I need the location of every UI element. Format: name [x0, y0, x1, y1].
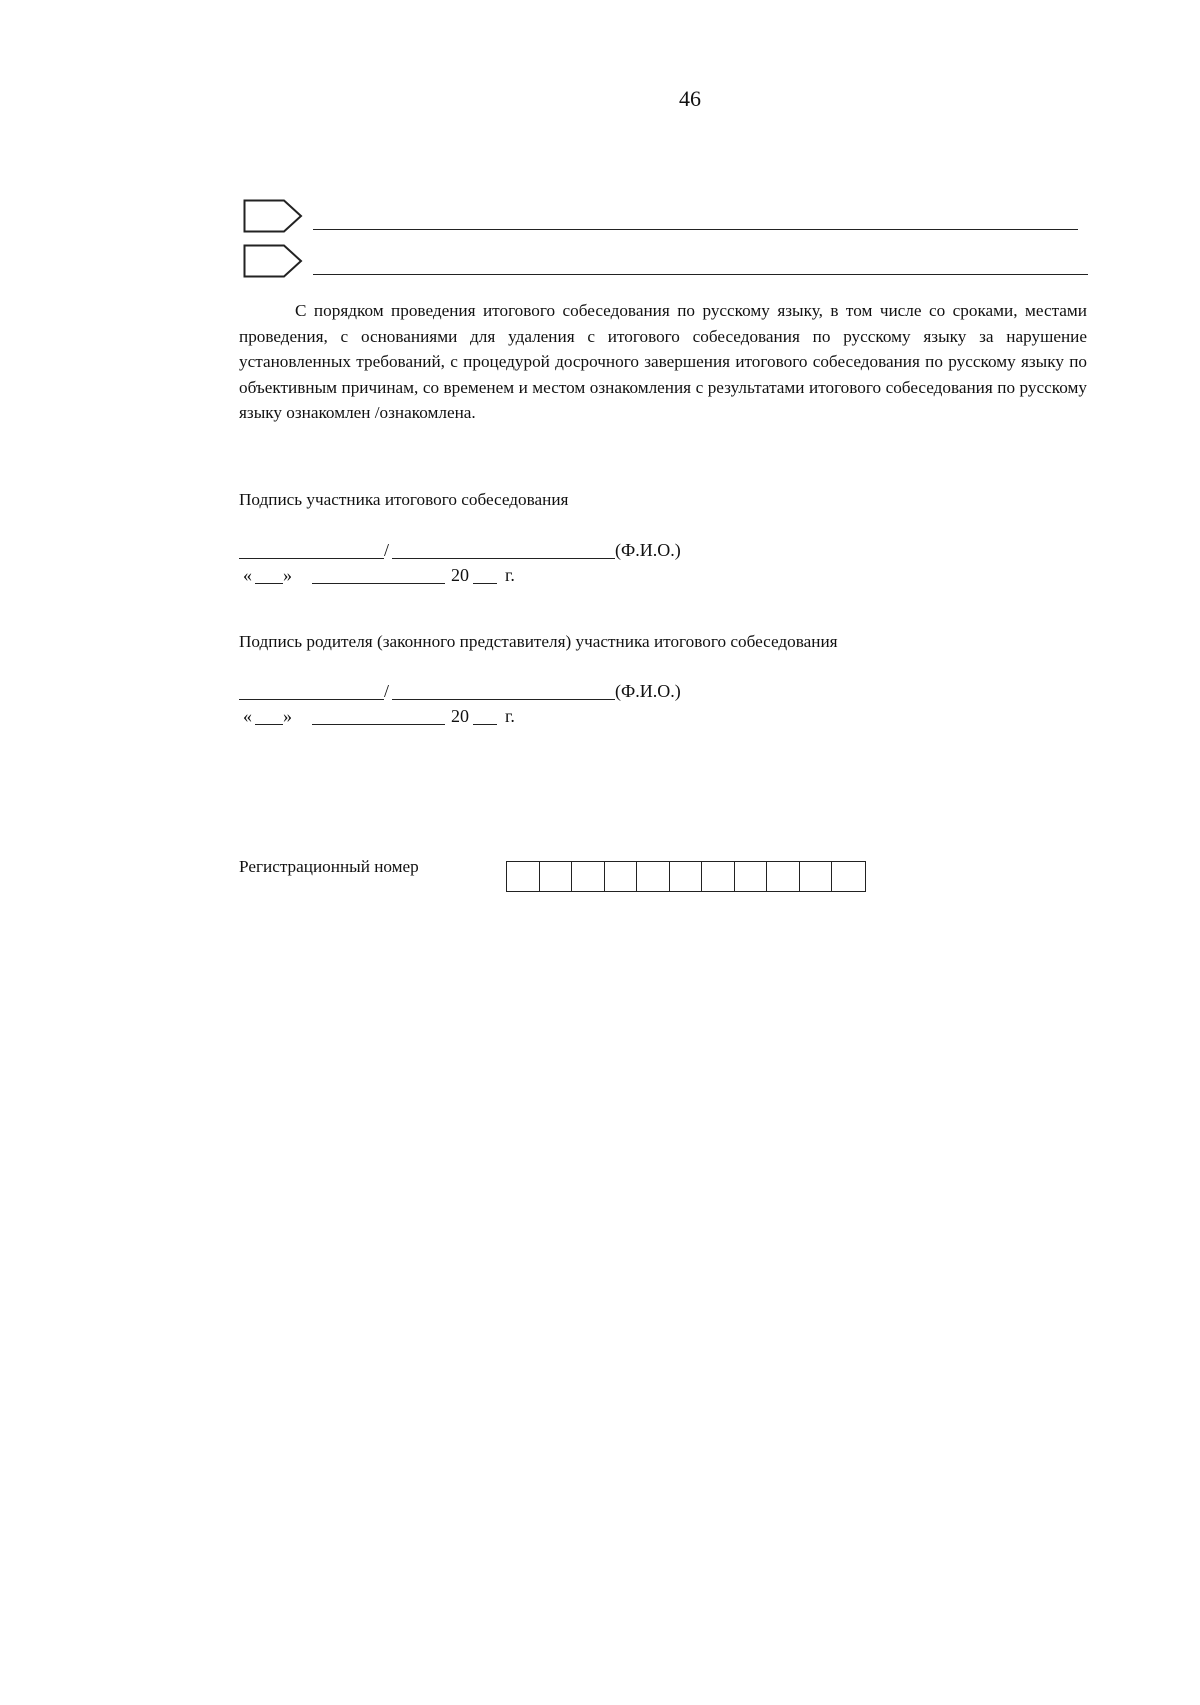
- fio-field[interactable]: [392, 699, 615, 700]
- choice-arrow-box[interactable]: [243, 199, 303, 233]
- signature-field[interactable]: [239, 699, 384, 700]
- participant-signature-label: Подпись участника итогового собеседования: [239, 490, 569, 509]
- registration-number-cell[interactable]: [702, 862, 735, 891]
- registration-number-cells[interactable]: [506, 861, 866, 892]
- registration-number-cell[interactable]: [735, 862, 768, 891]
- registration-number-cell[interactable]: [670, 862, 703, 891]
- registration-number-cell[interactable]: [800, 862, 833, 891]
- month-field[interactable]: [312, 724, 445, 725]
- participant-date-line[interactable]: [243, 562, 543, 584]
- year-field[interactable]: [473, 724, 497, 725]
- fio-field[interactable]: [392, 558, 615, 559]
- participant-signature-line[interactable]: [239, 537, 759, 559]
- registration-number-cell[interactable]: [540, 862, 573, 891]
- choice-line[interactable]: [313, 274, 1088, 275]
- year-field[interactable]: [473, 583, 497, 584]
- year-suffix: г.: [505, 565, 515, 585]
- day-field[interactable]: [255, 724, 283, 725]
- registration-number-cell[interactable]: [572, 862, 605, 891]
- parent-signature-line[interactable]: [239, 678, 759, 700]
- year-prefix: 20: [451, 565, 469, 585]
- registration-number-label: Регистрационный номер: [239, 857, 419, 876]
- open-quote: «: [243, 706, 252, 726]
- parent-signature-label: Подпись родителя (законного представителя) участника итогового собеседования: [239, 632, 838, 651]
- signature-field[interactable]: [239, 558, 384, 559]
- registration-number-cell[interactable]: [767, 862, 800, 891]
- slash-separator: /: [384, 540, 390, 560]
- month-field[interactable]: [312, 583, 445, 584]
- registration-number-cell[interactable]: [605, 862, 638, 891]
- year-prefix: 20: [451, 706, 469, 726]
- close-quote: »: [283, 706, 292, 726]
- choice-arrow-box[interactable]: [243, 244, 303, 278]
- close-quote: »: [283, 565, 292, 585]
- fio-label: (Ф.И.О.): [615, 681, 681, 701]
- fio-label: (Ф.И.О.): [615, 540, 681, 560]
- registration-number-cell[interactable]: [637, 862, 670, 891]
- day-field[interactable]: [255, 583, 283, 584]
- page-number: 46: [679, 86, 701, 111]
- year-suffix: г.: [505, 706, 515, 726]
- open-quote: «: [243, 565, 252, 585]
- slash-separator: /: [384, 681, 390, 701]
- registration-number-cell[interactable]: [507, 862, 540, 891]
- parent-date-line[interactable]: [243, 703, 543, 725]
- choice-line[interactable]: [313, 229, 1078, 230]
- intro-paragraph: С порядком проведения итогового собеседования по русскому языку, в том числе со сроками, местами проведения, с основаниями для удаления с итогового собеседования по русскому языку за нарушение установленных требований, с процедурой досрочного завершения итогового собеседования по русскому языку по объективным причинам, со временем и местом ознакомления с результатами итогового собеседования по русскому языку ознакомлен /ознакомлена.: [239, 301, 1087, 423]
- registration-number-cell[interactable]: [832, 862, 865, 891]
